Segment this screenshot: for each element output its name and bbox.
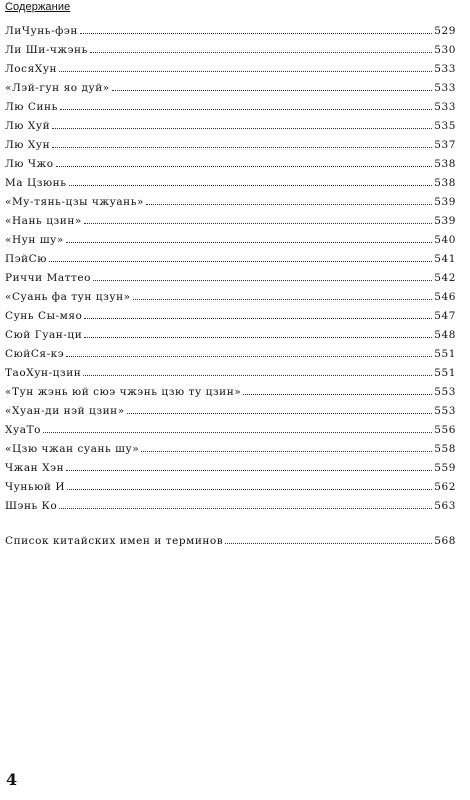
toc-leader-dots — [225, 534, 432, 544]
toc-leader-dots — [43, 423, 432, 433]
toc-entry-page: 539 — [434, 215, 456, 227]
toc-entry-page: 540 — [434, 234, 456, 246]
toc-leader-dots — [52, 138, 432, 148]
toc-leader-dots — [84, 309, 432, 319]
toc-entry-title: Чуньюй И — [5, 481, 66, 493]
toc-entry-title: Риччи Маттео — [5, 272, 92, 284]
toc-entry-title: «Хуан-ди нэй цзин» — [5, 405, 125, 417]
toc-entry[interactable] — [5, 119, 456, 138]
toc-leader-dots — [52, 119, 432, 129]
toc-entry[interactable] — [5, 290, 456, 309]
toc-entry-page: 538 — [434, 158, 456, 170]
toc-entry-title: Ли Ши-чжэнь — [5, 44, 88, 56]
toc-entry[interactable] — [5, 461, 456, 480]
toc-entry-title: «Цзю чжан суань шу» — [5, 443, 140, 455]
toc-entry[interactable] — [5, 24, 456, 43]
toc-entry-page: 562 — [434, 481, 456, 493]
toc-leader-dots — [127, 404, 433, 414]
toc-entry-title: Лю Синь — [5, 101, 58, 113]
toc-entry-page: 539 — [434, 196, 456, 208]
toc-entry-page: 529 — [434, 25, 456, 37]
toc-entry-page: 563 — [434, 500, 456, 512]
toc-entry-page: 559 — [434, 462, 456, 474]
toc-leader-dots — [90, 43, 432, 53]
toc-entry[interactable] — [5, 271, 456, 290]
toc-entry-title: ЛосяХун — [5, 63, 58, 75]
toc-entry-page: 558 — [434, 443, 456, 455]
toc-entry[interactable] — [5, 366, 456, 385]
toc-entry[interactable] — [5, 480, 456, 499]
toc-leader-dots — [67, 480, 432, 490]
toc-leader-dots — [66, 461, 432, 471]
toc-entry[interactable] — [5, 328, 456, 347]
toc-entry[interactable] — [5, 43, 456, 62]
toc-entry-title: «Тун жэнь юй сюэ чжэнь цзю ту цзин» — [5, 386, 242, 398]
toc-entry[interactable] — [5, 423, 456, 442]
toc-leader-dots — [83, 366, 432, 376]
toc-entry-title: Лю Чжо — [5, 158, 54, 170]
toc-entry-page: 538 — [434, 177, 456, 189]
toc-entry-glossary[interactable] — [5, 534, 456, 553]
toc-entry-page: 551 — [434, 367, 456, 379]
toc-entry[interactable] — [5, 176, 456, 195]
toc-leader-dots — [69, 176, 433, 186]
toc-entry-title: Чжан Хэн — [5, 462, 65, 474]
toc-entry-title: Сунь Сы-мяо — [5, 310, 83, 322]
toc-leader-dots — [49, 252, 432, 262]
toc-entry-title: ПэйСю — [5, 253, 47, 265]
toc-entry[interactable] — [5, 252, 456, 271]
contents-link[interactable]: Содержание — [5, 1, 71, 13]
toc-entry-title: Лю Хуй — [5, 120, 51, 132]
toc-leader-dots — [84, 214, 432, 224]
toc-entry-page: 530 — [434, 44, 456, 56]
toc-entry[interactable] — [5, 100, 456, 119]
toc-entry-title: Шэнь Ко — [5, 500, 58, 512]
toc-entry-page: 537 — [434, 139, 456, 151]
toc-entry-page: 556 — [434, 424, 456, 436]
toc-leader-dots — [60, 100, 432, 110]
toc-entry-title: Лю Хун — [5, 139, 51, 151]
toc-entry[interactable] — [5, 347, 456, 366]
toc-leader-dots — [80, 24, 432, 34]
toc-entry[interactable] — [5, 214, 456, 233]
toc-entry[interactable] — [5, 233, 456, 252]
table-of-contents — [5, 24, 456, 553]
page-number: 4 — [6, 770, 18, 789]
toc-leader-dots — [93, 271, 432, 281]
toc-entry-page: 546 — [434, 291, 456, 303]
toc-entry-title: ЛиЧунь-фэн — [5, 25, 78, 37]
toc-entry[interactable] — [5, 81, 456, 100]
toc-entry-page: 542 — [434, 272, 456, 284]
toc-entry[interactable] — [5, 442, 456, 461]
toc-entry-title: Список китайских имен и терминов — [5, 535, 224, 547]
toc-entry-title: ХуаТо — [5, 424, 41, 436]
toc-leader-dots — [66, 347, 432, 357]
toc-leader-dots — [146, 195, 432, 205]
toc-entry-page: 553 — [434, 386, 456, 398]
toc-leader-dots — [66, 233, 432, 243]
toc-entry-page: 533 — [434, 101, 456, 113]
toc-leader-dots — [112, 81, 433, 91]
toc-entry-title: «Му-тянь-цзы чжуань» — [5, 196, 144, 208]
toc-entry-page: 568 — [434, 535, 456, 547]
toc-entry[interactable] — [5, 404, 456, 423]
toc-leader-dots — [84, 328, 432, 338]
toc-entry-page: 553 — [434, 405, 456, 417]
toc-entry-page: 535 — [434, 120, 456, 132]
toc-entry-page: 533 — [434, 63, 456, 75]
toc-leader-dots — [243, 385, 432, 395]
toc-entry[interactable] — [5, 195, 456, 214]
toc-entry-title: ТаоХун-цзин — [5, 367, 82, 379]
toc-entry[interactable] — [5, 499, 456, 518]
toc-entry-title: СюйСя-кэ — [5, 348, 65, 360]
toc-entry-page: 541 — [434, 253, 456, 265]
toc-leader-dots — [133, 290, 433, 300]
toc-entry-title: «Нань цзин» — [5, 215, 82, 227]
toc-entry-title: Сюй Гуан-ци — [5, 329, 83, 341]
toc-leader-dots — [141, 442, 432, 452]
toc-entry-title: Ма Цзюнь — [5, 177, 67, 189]
toc-leader-dots — [59, 499, 432, 509]
toc-leader-dots — [56, 157, 433, 167]
toc-entry-title: «Суань фа тун цзун» — [5, 291, 131, 303]
toc-entry-page: 548 — [434, 329, 456, 341]
toc-leader-dots — [59, 62, 432, 72]
toc-entry-page: 551 — [434, 348, 456, 360]
toc-entry[interactable] — [5, 309, 456, 328]
toc-entry[interactable] — [5, 157, 456, 176]
toc-entry[interactable] — [5, 385, 456, 404]
toc-entry[interactable] — [5, 138, 456, 157]
toc-entry-page: 547 — [434, 310, 456, 322]
toc-entry-page: 533 — [434, 82, 456, 94]
toc-entry-title: «Нун шу» — [5, 234, 64, 246]
toc-entry-title: «Лэй-гун яо дуй» — [5, 82, 110, 94]
toc-entry[interactable] — [5, 62, 456, 81]
